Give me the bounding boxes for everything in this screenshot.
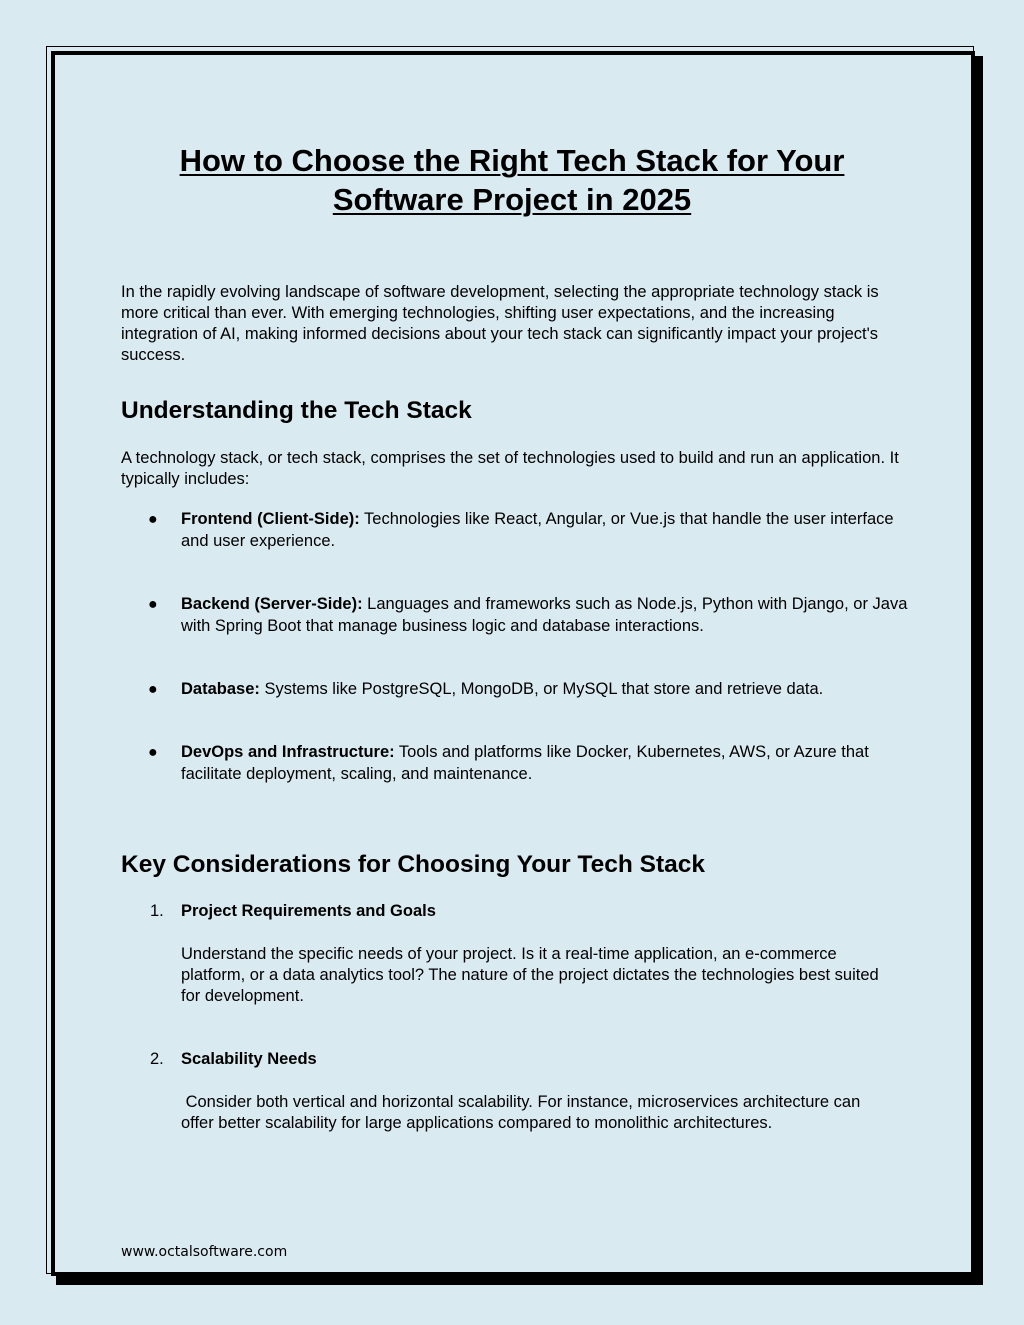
- bullet-text: [181, 509, 911, 552]
- page-border-shadow-bottom: [56, 1276, 983, 1285]
- bullet-icon: ●: [148, 596, 158, 613]
- bullet-icon: ●: [148, 511, 158, 528]
- bullet-text: [181, 679, 923, 701]
- numbered-item-title: Scalability Needs: [181, 1050, 317, 1068]
- section-heading-understanding: Understanding the Tech Stack: [121, 397, 472, 424]
- section-intro-paragraph: A technology stack, or tech stack, comprises the set of technologies used to build and run an application. It typically includes:: [121, 449, 899, 488]
- bullet-description: Technologies like React, Angular, or Vue.js that handle the user interface and user experience.: [181, 510, 894, 550]
- section-heading-key-considerations: Key Considerations for Choosing Your Tech Stack: [121, 851, 706, 878]
- bullet-text: [181, 594, 923, 637]
- bullet-label: DevOps and Infrastructure:: [181, 743, 395, 761]
- document-title: How to Choose the Right Tech Stack for Your Software Project in 2025: [179, 143, 845, 217]
- list-number: 1.: [150, 902, 164, 920]
- bullet-label: Database:: [181, 680, 260, 698]
- numbered-item-body: Consider both vertical and horizontal scalability. For instance, microservices architecture can offer better scalability for large applications compared to monolithic architectures.: [181, 1093, 865, 1132]
- bullet-label: Backend (Server-Side):: [181, 595, 363, 613]
- numbered-item-body: Understand the specific needs of your project. Is it a real-time application, an e-commerce platform, or a data analytics tool? The nature of the project dictates the technologies best suited for development.: [181, 945, 879, 1005]
- numbered-item-title: Project Requirements and Goals: [181, 902, 436, 920]
- bullet-description: Languages and frameworks such as Node.js, Python with Django, or Java with Spring Boot that manage business logic and database interactions.: [181, 595, 908, 635]
- bullet-description: Tools and platforms like Docker, Kubernetes, AWS, or Azure that facilitate deployment, scaling, and maintenance.: [181, 743, 869, 783]
- bullet-description: Systems like PostgreSQL, MongoDB, or MySQL that store and retrieve data.: [259, 680, 824, 698]
- bullet-icon: ●: [148, 744, 158, 761]
- intro-paragraph: In the rapidly evolving landscape of software development, selecting the appropriate technology stack is more critical than ever. With emerging technologies, shifting user expectations, and the increasing integration of AI, making informed decisions about your tech stack can significantly impact your project's success.: [121, 283, 879, 364]
- list-number: 2.: [150, 1050, 164, 1068]
- bullet-icon: ●: [148, 681, 158, 698]
- page-border-shadow-right: [975, 56, 983, 1285]
- bullet-label: Frontend (Client-Side):: [181, 510, 360, 528]
- bullet-text: [181, 742, 881, 785]
- footer-website-link[interactable]: www.octalsoftware.com: [121, 1244, 288, 1260]
